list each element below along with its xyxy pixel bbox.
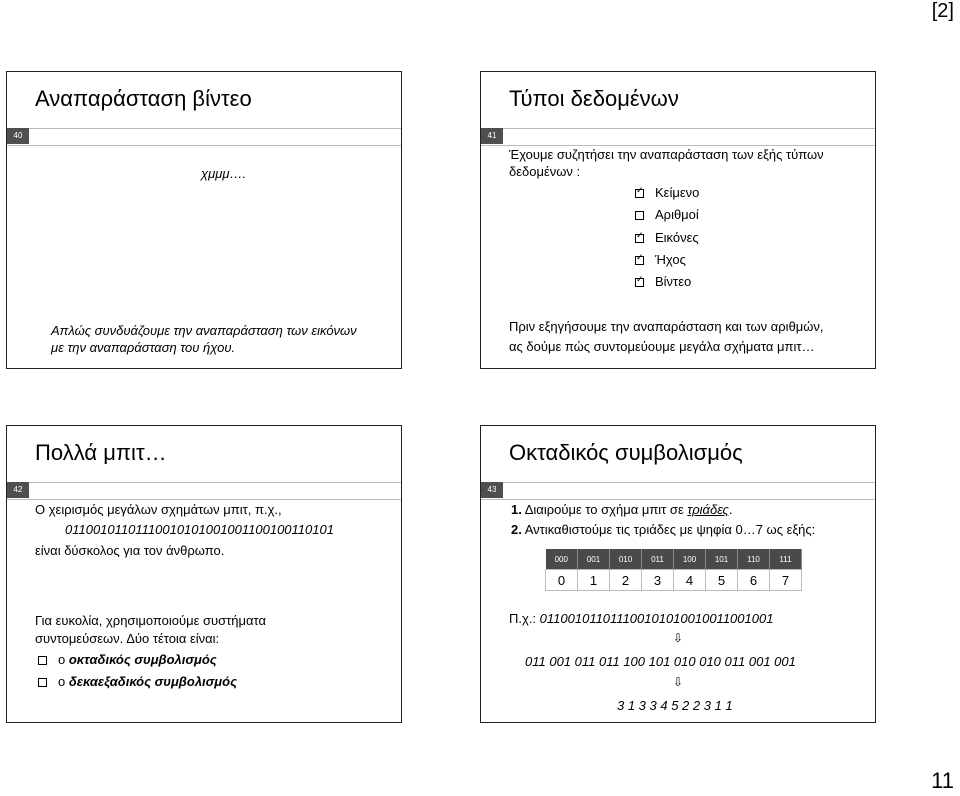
slide-line3: είναι δύσκολος για τον άνθρωπο.: [35, 543, 225, 558]
step-number: 2.: [511, 522, 522, 537]
table-cell: 4: [674, 570, 706, 591]
table-cell: 100: [674, 549, 706, 570]
step-number: 1.: [511, 502, 522, 517]
table-row: [546, 570, 802, 591]
slide-footer-line2: με την αναπαράσταση του ήχου.: [51, 340, 236, 355]
slide-footer-line1: Πριν εξηγήσουμε την αναπαράσταση και των αριθμών,: [509, 319, 824, 334]
step-text: Αντικαθιστούμε τις τριάδες με ψηφία 0…7 ως εξής:: [521, 522, 816, 537]
list-item: Εικόνες: [655, 230, 699, 245]
list-item-label: οκταδικός συμβολισμός: [68, 652, 217, 667]
page-number: 11: [931, 768, 954, 793]
table-cell: 2: [610, 570, 642, 591]
slide-intro-line1: Έχουμε συζητήσει την αναπαράσταση των εξής τύπων: [509, 147, 824, 162]
slide-number: 40: [7, 128, 29, 144]
page-label: [2]: [931, 0, 954, 22]
list-item: Ήχος: [655, 252, 686, 267]
slide-number: 43: [481, 482, 503, 498]
slide-number: 42: [7, 482, 29, 498]
step-2: [511, 522, 815, 537]
slide-43: [480, 425, 876, 723]
step-1: [511, 502, 733, 517]
checkbox-icon: [38, 656, 47, 665]
slide-41: [480, 71, 876, 369]
table-cell: 000: [546, 549, 578, 570]
slide-title: Πολλά μπιτ…: [35, 440, 167, 465]
para-text: Δύο τέτοια είναι:: [126, 631, 220, 646]
list-item-prefix: ο: [58, 674, 69, 689]
checkbox-icon: [635, 278, 644, 287]
step-emphasis: τριάδες: [687, 502, 729, 517]
title-band: [481, 128, 875, 146]
slide-footer-line2: ας δούμε πώς συντομεύουμε μεγάλα σχήματα μπιτ…: [509, 339, 815, 354]
octal-table: [545, 549, 802, 591]
slide-title: Οκταδικός συμβολισμός: [509, 440, 743, 465]
slide-title: Αναπαράσταση βίντεο: [35, 86, 252, 111]
slide-title: Τύποι δεδομένων: [509, 86, 679, 111]
step-end: .: [728, 502, 733, 517]
table-cell: 3: [642, 570, 674, 591]
example-bits: 011001011011100101010010011001001: [539, 611, 774, 626]
checkbox-icon: [635, 234, 644, 243]
title-band: [7, 482, 401, 500]
list-item-prefix: ο: [58, 652, 69, 667]
table-row: [546, 549, 802, 570]
checkbox-icon: [38, 678, 47, 687]
checkbox-icon: [635, 256, 644, 265]
para-text: συντομεύσεων.: [35, 631, 127, 646]
down-arrow-icon: ⇩: [673, 631, 684, 645]
table-cell: 001: [578, 549, 610, 570]
table-cell: 101: [706, 549, 738, 570]
slide-footer-line1: Απλώς συνδυάζουμε την αναπαράσταση των εικόνων: [51, 323, 357, 338]
table-cell: 6: [738, 570, 770, 591]
list-item: [58, 674, 237, 689]
table-cell: 010: [610, 549, 642, 570]
table-cell: 110: [738, 549, 770, 570]
slide-para-line2: [35, 631, 219, 646]
table-cell: 5: [706, 570, 738, 591]
list-item: Αριθμοί: [655, 207, 699, 222]
octal-result: 3 1 3 3 4 5 2 2 3 1 1: [617, 698, 733, 713]
title-band: [7, 128, 401, 146]
step-text: Διαιρούμε το σχήμα μπιτ σε: [521, 502, 688, 517]
table-cell: 7: [770, 570, 802, 591]
checkbox-icon: [635, 189, 644, 198]
title-band: [481, 482, 875, 500]
slide-line1: Ο χειρισμός μεγάλων σχημάτων μπιτ, π.χ.,: [35, 502, 282, 517]
list-item-label: δεκαεξαδικός συμβολισμός: [68, 674, 237, 689]
grouped-bits: 011 001 011 011 100 101 010 010 011 001 001: [525, 654, 796, 669]
list-item: Κείμενο: [655, 185, 700, 200]
slide-intro-line2: δεδομένων :: [509, 164, 581, 179]
example-prefix: Π.χ.:: [509, 611, 540, 626]
list-item: Βίντεο: [655, 274, 692, 289]
slide-number: 41: [481, 128, 503, 144]
table-cell: 111: [770, 549, 802, 570]
checkbox-icon: [635, 211, 644, 220]
table-cell: 0: [546, 570, 578, 591]
table-cell: 011: [642, 549, 674, 570]
slide-42: [6, 425, 402, 723]
slide-body: χμμμ….: [201, 166, 247, 181]
example-line: [509, 611, 773, 626]
list-item: [58, 652, 217, 667]
bit-pattern: 01100101101110010101001001100100110101: [65, 522, 334, 537]
slide-para-line1: Για ευκολία, χρησιμοποιούμε συστήματα: [35, 613, 267, 628]
slide-40: [6, 71, 402, 369]
down-arrow-icon: ⇩: [673, 675, 684, 689]
table-cell: 1: [578, 570, 610, 591]
